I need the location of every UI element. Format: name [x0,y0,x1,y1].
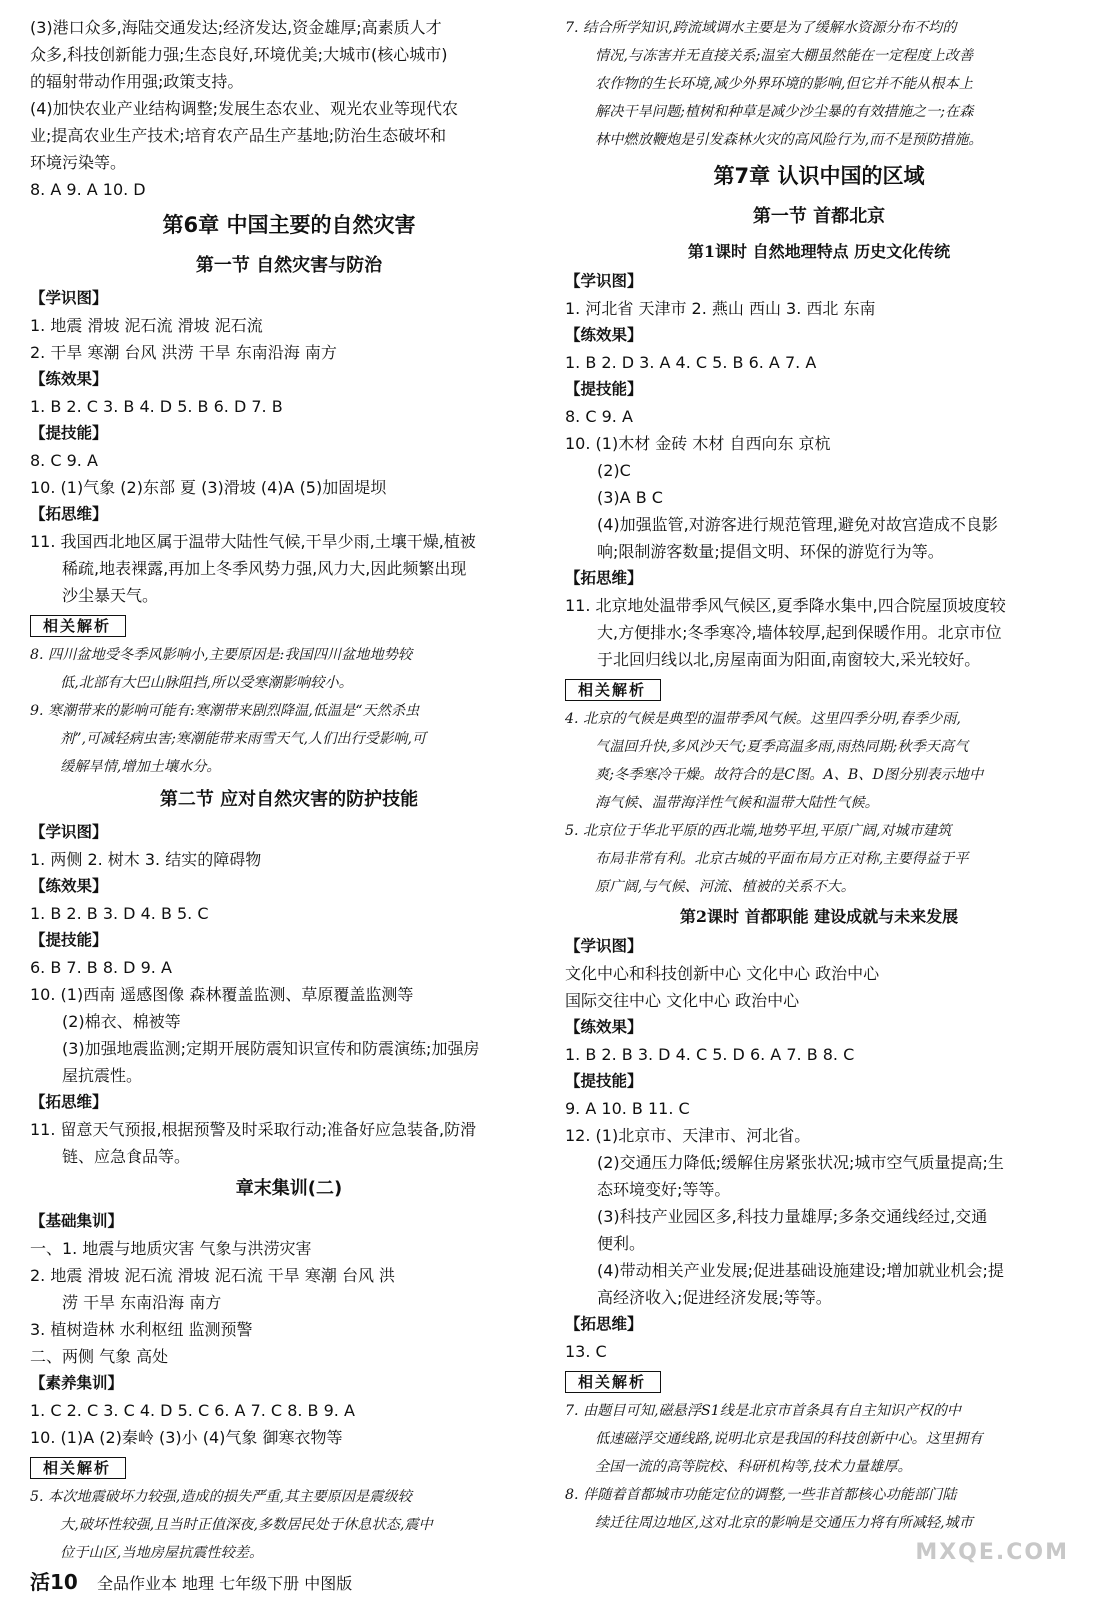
explanation-line: 林中燃放鞭炮是引发森林火灾的高风险行为,而不是预防措施。 [595,132,983,148]
answer-line: 10. (1)西南 遥感图像 森林覆盖监测、草原覆盖监测等 [30,985,414,1004]
answer-line: 10. (1)气象 (2)东部 夏 (3)滑坡 (4)A (5)加固堤坝 [30,478,387,497]
answer-line: 1. C 2. C 3. C 4. D 5. C 6. A 7. C 8. B 9. A [30,1401,355,1420]
footer-text: 全品作业本 地理 七年级下册 中图版 [96,1574,353,1593]
left-column [30,14,548,1567]
answer-line: 环境污染等。 [30,153,127,172]
answer-line: (4)加强监管,对游客进行规范管理,避免对故宫造成不良影 [597,515,998,534]
explanation-line: 5. 本次地震破坏力较强,造成的损失严重,其主要原因是震级较 [30,1489,412,1505]
answer-line: 13. C [565,1342,607,1361]
section-title: 第二节 应对自然灾害的防护技能 [159,789,419,810]
answer-line: (3)加强地震监测;定期开展防震知识宣传和防震演练;加强房 [62,1039,480,1058]
answer-line: 1. B 2. C 3. B 4. D 5. B 6. D 7. B [30,397,283,416]
answer-line: 8. A 9. A 10. D [30,180,146,199]
explanation-line: 缓解旱情,增加土壤水分。 [60,759,221,775]
answer-line: 二、两侧 气象 高处 [30,1347,169,1366]
answer-line: 国际交往中心 文化中心 政治中心 [565,991,800,1010]
answer-line: (3)港口众多,海陆交通发达;经济发达,资金雄厚;高素质人才 [30,18,442,37]
section-title: 第一节 自然灾害与防治 [195,255,383,276]
lesson-title: 第1课时 自然地理特点 历史文化传统 [687,242,951,261]
answer-line: 3. 植树造林 水利枢纽 监测预警 [30,1320,253,1339]
analysis-label: 相关解析 [565,1371,661,1393]
explanation-line: 9. 寒潮带来的影响可能有:寒潮带来剧烈降温,低温是“天然杀虫 [30,703,420,719]
answer-line: 8. C 9. A [565,407,633,426]
answer-line: 态环境变好;等等。 [597,1180,731,1199]
subsection-label: 【素养集训】 [30,1374,124,1392]
explanation-line: 5. 北京位于华北平原的西北端,地势平坦,平原广阔,对城市建筑 [565,823,952,839]
answer-line: 1. B 2. D 3. A 4. C 5. B 6. A 7. A [565,353,817,372]
watermark: MXQE.COM [915,1540,1069,1565]
subsection-label: 【练效果】 [30,370,108,388]
explanation-line: 原广阔,与气候、河流、植被的关系不大。 [595,879,855,895]
answer-line: 高经济收入;促进经济发展;等等。 [597,1288,832,1307]
subsection-label: 【拓思维】 [30,1093,108,1111]
explanation-line: 大,破坏性较强,且当时正值深夜,多数居民处于休息状态,震中 [60,1517,433,1533]
chapter-title: 第7章 认识中国的区域 [713,164,925,188]
answer-line: 12. (1)北京市、天津市、河北省。 [565,1126,811,1145]
answer-line: 2. 地震 滑坡 泥石流 滑坡 泥石流 干旱 寒潮 台风 洪 [30,1266,396,1285]
answer-line: 6. B 7. B 8. D 9. A [30,958,172,977]
subsection-label: 【练效果】 [565,326,643,344]
section-title: 章末集训(二) [235,1178,343,1199]
analysis-label: 相关解析 [565,679,661,701]
lesson-title: 第2课时 首都职能 建设成就与未来发展 [679,907,959,926]
analysis-label: 相关解析 [30,615,126,637]
answer-line: (4)带动相关产业发展;促进基础设施建设;增加就业机会;提 [597,1261,1004,1280]
explanation-line: 剂”,可减轻病虫害;寒潮能带来雨雪天气,人们出行受影响,可 [60,731,427,747]
subsection-label: 【学识图】 [565,937,643,955]
answer-line: 便利。 [597,1234,646,1253]
subsection-label: 【学识图】 [565,272,643,290]
analysis-label-row [30,609,548,641]
analysis-label: 相关解析 [30,1457,126,1479]
answer-line: 链、应急食品等。 [62,1147,191,1166]
answer-line: (2)棉衣、棉被等 [62,1012,181,1031]
explanation-line: 8. 四川盆地受冬季风影响小,主要原因是:我国四川盆地地势较 [30,647,413,663]
explanation-line: 7. 结合所学知识,跨流域调水主要是为了缓解水资源分布不均的 [565,20,957,36]
answer-line: 屋抗震性。 [62,1066,143,1085]
answer-line: 8. C 9. A [30,451,98,470]
answer-line: (3)A B C [597,488,663,507]
explanation-line: 续迁往周边地区,这对北京的影响是交通压力将有所减轻,城市 [595,1515,973,1531]
subsection-label: 【练效果】 [30,877,108,895]
subsection-label: 【拓思维】 [30,505,108,523]
chapter-title: 第6章 中国主要的自然灾害 [162,213,416,237]
analysis-label-row [30,1451,548,1483]
answer-line: 11. 我国西北地区属于温带大陆性气候,干旱少雨,土壤干燥,植被 [30,532,476,551]
subsection-label: 【基础集训】 [30,1212,124,1230]
answer-line: 沙尘暴天气。 [62,586,159,605]
answer-line: 于北回归线以北,房屋南面为阳面,南窗较大,采光较好。 [597,650,981,669]
answer-line: 一、1. 地震与地质灾害 气象与洪涝灾害 [30,1239,312,1258]
answer-line: (2)C [597,461,631,480]
right-column [565,14,1073,1537]
page-footer [30,1566,352,1595]
answer-line: 众多,科技创新能力强;生态良好,环境优美;大城市(核心城市) [30,45,448,64]
subsection-label: 【拓思维】 [565,1315,643,1333]
answer-line: 文化中心和科技创新中心 文化中心 政治中心 [565,964,880,983]
answer-line: 涝 干旱 东南沿海 南方 [62,1293,222,1312]
answer-line: 1. B 2. B 3. D 4. B 5. C [30,904,209,923]
answer-line: (3)科技产业园区多,科技力量雄厚;多条交通线经过,交通 [597,1207,988,1226]
explanation-line: 农作物的生长环境,减少外界环境的影响,但它并不能从根本上 [595,76,973,92]
answer-line: 11. 留意天气预报,根据预警及时采取行动;准备好应急装备,防滑 [30,1120,477,1139]
analysis-label-row [565,1365,1073,1397]
answer-line: 的辐射带动作用强;政策支持。 [30,72,244,91]
explanation-line: 情况,与冻害并无直接关系;温室大棚虽然能在一定程度上改善 [595,48,974,64]
explanation-line: 爽;冬季寒冷干燥。故符合的是C图。A、B、D图分别表示地中 [595,767,984,783]
explanation-line: 解决干旱问题;植树和种草是减少沙尘暴的有效措施之一;在森 [595,104,974,120]
subsection-label: 【提技能】 [30,931,108,949]
subsection-label: 【提技能】 [565,1072,643,1090]
explanation-line: 海气候、温带海洋性气候和温带大陆性气候。 [595,795,879,811]
answer-line: 响;限制游客数量;提倡文明、环保的游览行为等。 [597,542,944,561]
answer-line: 2. 干旱 寒潮 台风 洪涝 干旱 东南沿海 南方 [30,343,337,362]
answer-line: 9. A 10. B 11. C [565,1099,690,1118]
subsection-label: 【学识图】 [30,823,108,841]
subsection-label: 【学识图】 [30,289,108,307]
answer-line: 1. 两侧 2. 树木 3. 结实的障碍物 [30,850,262,869]
answer-line: (4)加快农业产业结构调整;发展生态农业、观光农业等现代农 [30,99,459,118]
explanation-line: 低,北部有大巴山脉阻挡,所以受寒潮影响较小。 [60,675,353,691]
page-number: 活10 [30,1570,78,1594]
explanation-line: 全国一流的高等院校、科研机构等,技术力量雄厚。 [595,1459,912,1475]
answer-line: 大,方便排水;冬季寒冷,墙体较厚,起到保暖作用。北京市位 [597,623,1002,642]
subsection-label: 【拓思维】 [565,569,643,587]
subsection-label: 【提技能】 [30,424,108,442]
explanation-line: 4. 北京的气候是典型的温带季风气候。这里四季分明,春季少雨, [565,711,961,727]
subsection-label: 【练效果】 [565,1018,643,1036]
explanation-line: 8. 伴随着首都城市功能定位的调整,一些非首都核心功能部门陆 [565,1487,957,1503]
analysis-label-row [565,673,1073,705]
answer-line: 10. (1)A (2)秦岭 (3)小 (4)气象 御寒衣物等 [30,1428,343,1447]
explanation-line: 低速磁浮交通线路,说明北京是我国的科技创新中心。这里拥有 [595,1431,983,1447]
answer-line: 1. 地震 滑坡 泥石流 滑坡 泥石流 [30,316,263,335]
subsection-label: 【提技能】 [565,380,643,398]
explanation-line: 7. 由题目可知,磁悬浮S1线是北京市首条具有自主知识产权的中 [565,1403,961,1419]
answer-line: 稀疏,地表裸露,再加上冬季风势力强,风力大,因此频繁出现 [62,559,467,578]
explanation-line: 布局非常有利。北京古城的平面布局方正对称,主要得益于平 [595,851,969,867]
answer-line: 1. B 2. B 3. D 4. C 5. D 6. A 7. B 8. C [565,1045,855,1064]
answer-line: 11. 北京地处温带季风气候区,夏季降水集中,四合院屋顶坡度较 [565,596,1006,615]
answer-line: 业;提高农业生产技术;培育农产品生产基地;防治生态破坏和 [30,126,447,145]
section-title: 第一节 首都北京 [752,206,886,227]
explanation-line: 位于山区,当地房屋抗震性较差。 [60,1545,264,1561]
answer-line: (2)交通压力降低;缓解住房紧张状况;城市空气质量提高;生 [597,1153,1004,1172]
answer-line: 1. 河北省 天津市 2. 燕山 西山 3. 西北 东南 [565,299,876,318]
answer-line: 10. (1)木材 金砖 木材 自西向东 京杭 [565,434,831,453]
explanation-line: 气温回升快,多风沙天气;夏季高温多雨,雨热同期;秋季天高气 [595,739,969,755]
